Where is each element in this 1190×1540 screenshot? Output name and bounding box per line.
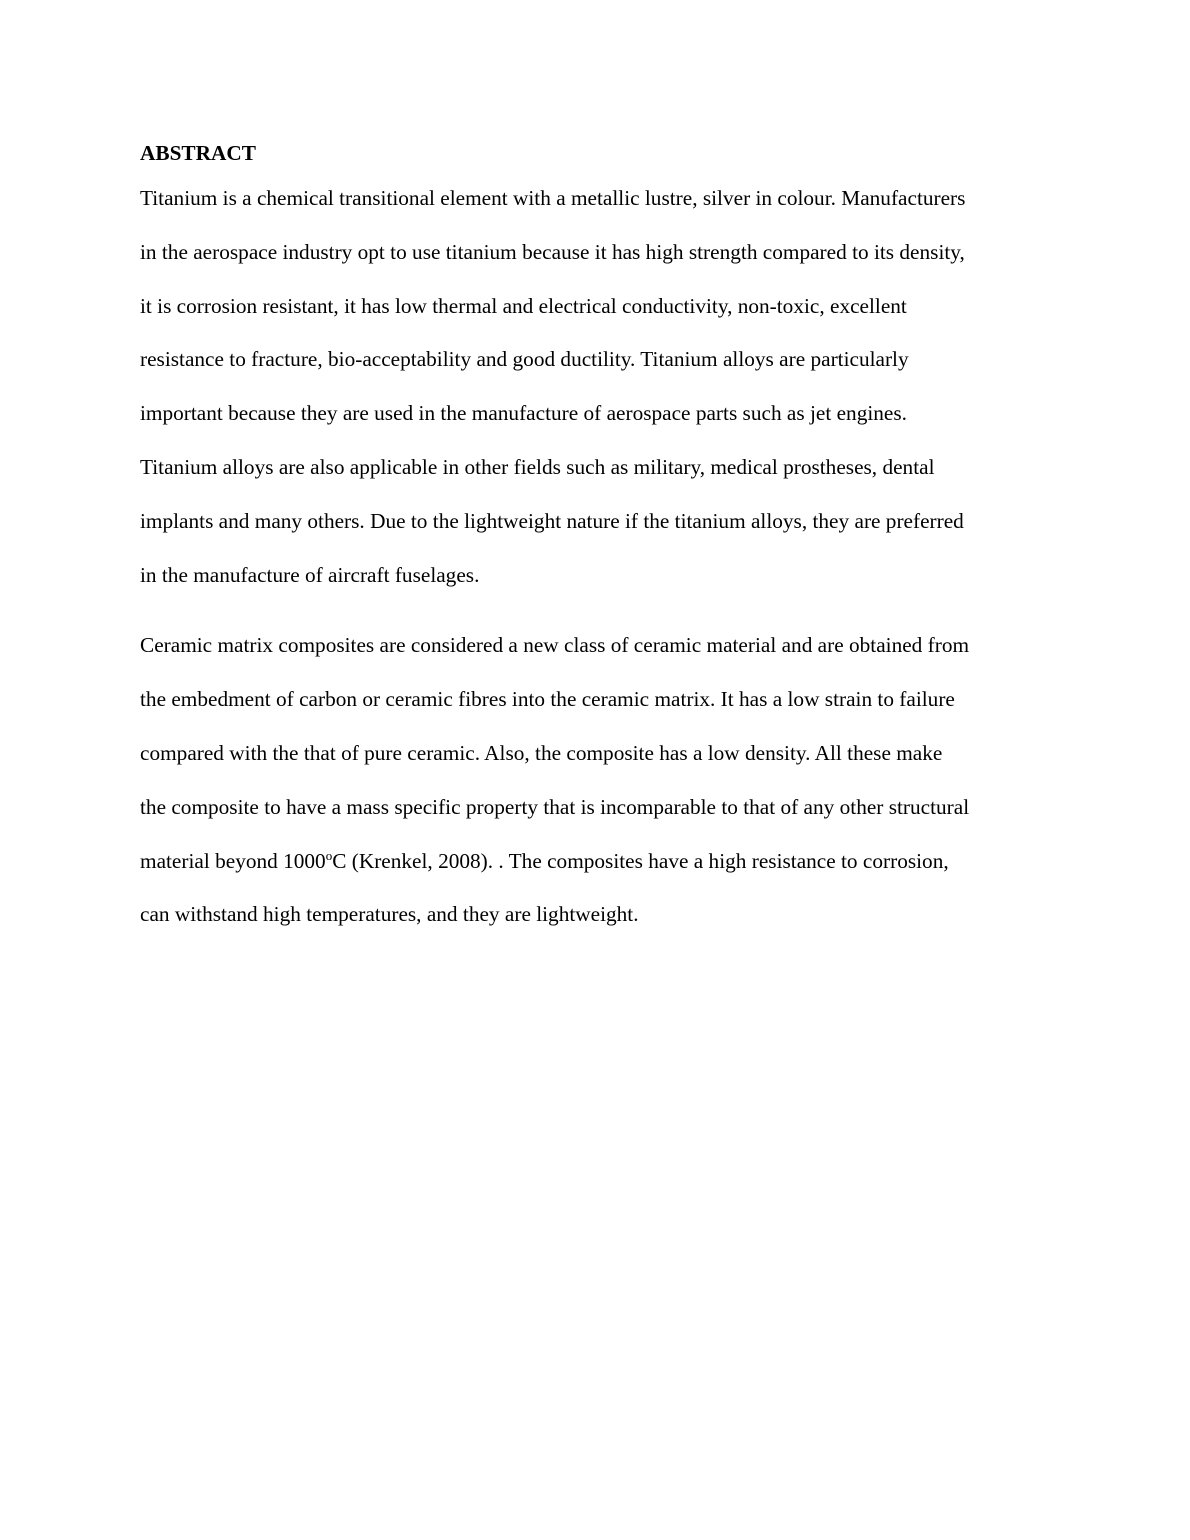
text-segment: C (Krenkel, 2008). . The composites have a high resistance to corrosion, [332, 848, 949, 873]
text-line: compared with the that of pure ceramic. Also, the composite has a low density. All these make [140, 740, 943, 765]
text-line: in the aerospace industry opt to use titanium because it has high strength compared to its density, [140, 239, 965, 264]
text-line: Titanium is a chemical transitional element with a metallic lustre, silver in colour. Manufacturers [140, 186, 966, 210]
text-line: Titanium alloys are also applicable in other fields such as military, medical prostheses, dental [140, 454, 935, 479]
text-line [140, 835, 1055, 889]
text-line: the embedment of carbon or ceramic fibres into the ceramic matrix. It has a low strain to failure [140, 687, 955, 712]
text-segment: material beyond 1000 [140, 848, 326, 873]
text-line: Ceramic matrix composites are considered a new class of ceramic material and are obtained from [140, 633, 970, 658]
paragraph-ceramic [140, 619, 1055, 942]
text-line: resistance to fracture, bio-acceptability and good ductility. Titanium alloys are particularly [140, 347, 909, 372]
degree-superscript: o [325, 847, 333, 863]
text-line: implants and many others. Due to the lightweight nature if the titanium alloys, they are preferred [140, 508, 964, 533]
abstract-heading: ABSTRACT [140, 141, 256, 165]
text-line: can withstand high temperatures, and they are lightweight. [140, 902, 639, 927]
text-line: it is corrosion resistant, it has low thermal and electrical conductivity, non-toxic, excellent [140, 293, 907, 318]
text-line: in the manufacture of aircraft fuselages. [140, 562, 480, 587]
paragraph-titanium [140, 172, 1055, 602]
text-line: important because they are used in the manufacture of aerospace parts such as jet engines. [140, 401, 907, 426]
text-line: the composite to have a mass specific property that is incomparable to that of any other structural [140, 794, 970, 819]
document-body [140, 138, 1055, 942]
